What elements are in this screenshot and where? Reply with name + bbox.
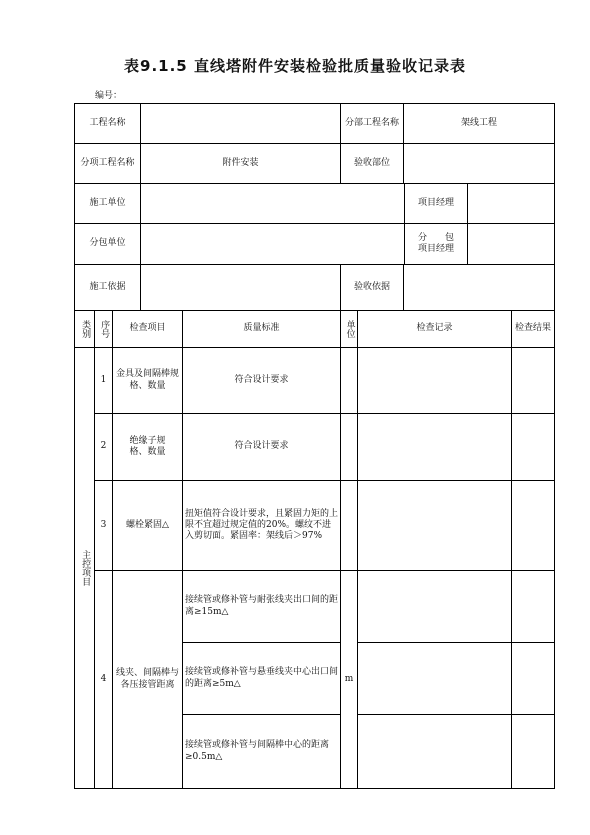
row4-sub2-result[interactable] [512, 643, 554, 714]
basis-value[interactable] [141, 265, 340, 310]
row4-sub3-record[interactable] [358, 715, 511, 788]
construction-unit-label: 施工单位 [89, 197, 126, 208]
acceptance-basis-label: 验收依据 [353, 281, 390, 292]
row1-item: 金具及间隔棒规格、数量 [115, 369, 179, 391]
row3-item: 螺栓紧固△ [126, 519, 169, 530]
row2-record[interactable] [358, 414, 511, 480]
row3-standard: 扭矩值符合设计要求，且紧固力矩的上限不宜超过规定值的20%。螺纹不进入剪切面。紧固率：架线后＞97% [185, 508, 339, 542]
subcontractor-value[interactable] [141, 224, 404, 264]
sub-manager-value[interactable] [468, 224, 554, 264]
sub-manager-label [405, 224, 467, 264]
col-item: 检查项目 [129, 323, 166, 334]
item-label: 分项工程名称 [80, 157, 135, 168]
construction-unit-value[interactable] [141, 184, 404, 223]
row4-index: 4 [100, 673, 107, 684]
row2-item: 绝缘子规格、数量 [129, 435, 166, 457]
col-standard: 质量标准 [243, 323, 280, 334]
row4-sub2-record[interactable] [358, 643, 511, 714]
row1-result[interactable] [512, 348, 554, 413]
subproject-label: 分部工程名称 [344, 117, 399, 128]
subcontractor-label: 分包单位 [89, 238, 126, 249]
row2-standard: 符合设计要求 [234, 441, 289, 452]
basis-label: 施工依据 [89, 281, 126, 292]
row2-result[interactable] [512, 414, 554, 480]
row4-sub1-result[interactable] [512, 571, 554, 642]
sub-manager-line2: 项目经理 [417, 244, 454, 254]
row1-index: 1 [100, 374, 107, 385]
row3-record[interactable] [358, 481, 511, 570]
row3-index: 3 [100, 519, 107, 530]
col-index: 序号 [99, 320, 110, 338]
acceptance-part-label: 验收部位 [353, 157, 390, 168]
project-name-label: 工程名称 [89, 117, 126, 128]
table-border-bottom [74, 788, 555, 789]
row4-item: 线夹、间隔棒与各压接管距离 [115, 668, 179, 690]
subproject-value: 架线工程 [460, 117, 497, 128]
category-main: 主控项目 [80, 550, 91, 586]
table-border-right [554, 103, 555, 789]
acceptance-basis-value[interactable] [404, 265, 554, 310]
project-manager-label: 项目经理 [417, 197, 454, 208]
col-record: 检查记录 [416, 323, 453, 334]
col-category: 类别 [80, 320, 91, 338]
row4-sub3-result[interactable] [512, 715, 554, 788]
row4-sub2-standard: 接续管或修补管与悬垂线夹中心出口间的距离≥5m△ [185, 667, 339, 689]
row2-index: 2 [100, 441, 107, 452]
row4-sub1-record[interactable] [358, 571, 511, 642]
acceptance-part-value[interactable] [404, 144, 554, 183]
row1-standard: 符合设计要求 [234, 374, 289, 385]
row4-unit: m [344, 673, 354, 684]
row4-sub3-standard: 接续管或修补管与间隔棒中心的距离≥0.5m△ [185, 740, 330, 762]
row4-sub1-standard: 接续管或修补管与耐张线夹出口间的距离≥15m△ [185, 595, 339, 617]
project-name-value[interactable] [141, 104, 340, 143]
project-manager-value[interactable] [468, 184, 554, 223]
page-title: 表9.1.5 直线塔附件安装检验批质量验收记录表 [124, 57, 466, 75]
item-value: 附件安装 [222, 157, 259, 168]
code-label: 编号： [95, 91, 123, 101]
col-unit: 单位 [344, 320, 355, 338]
row3-result[interactable] [512, 481, 554, 570]
sub-manager-line1: 分 包 [417, 232, 454, 243]
row1-record[interactable] [358, 348, 511, 413]
col-result: 检查结果 [514, 323, 551, 334]
